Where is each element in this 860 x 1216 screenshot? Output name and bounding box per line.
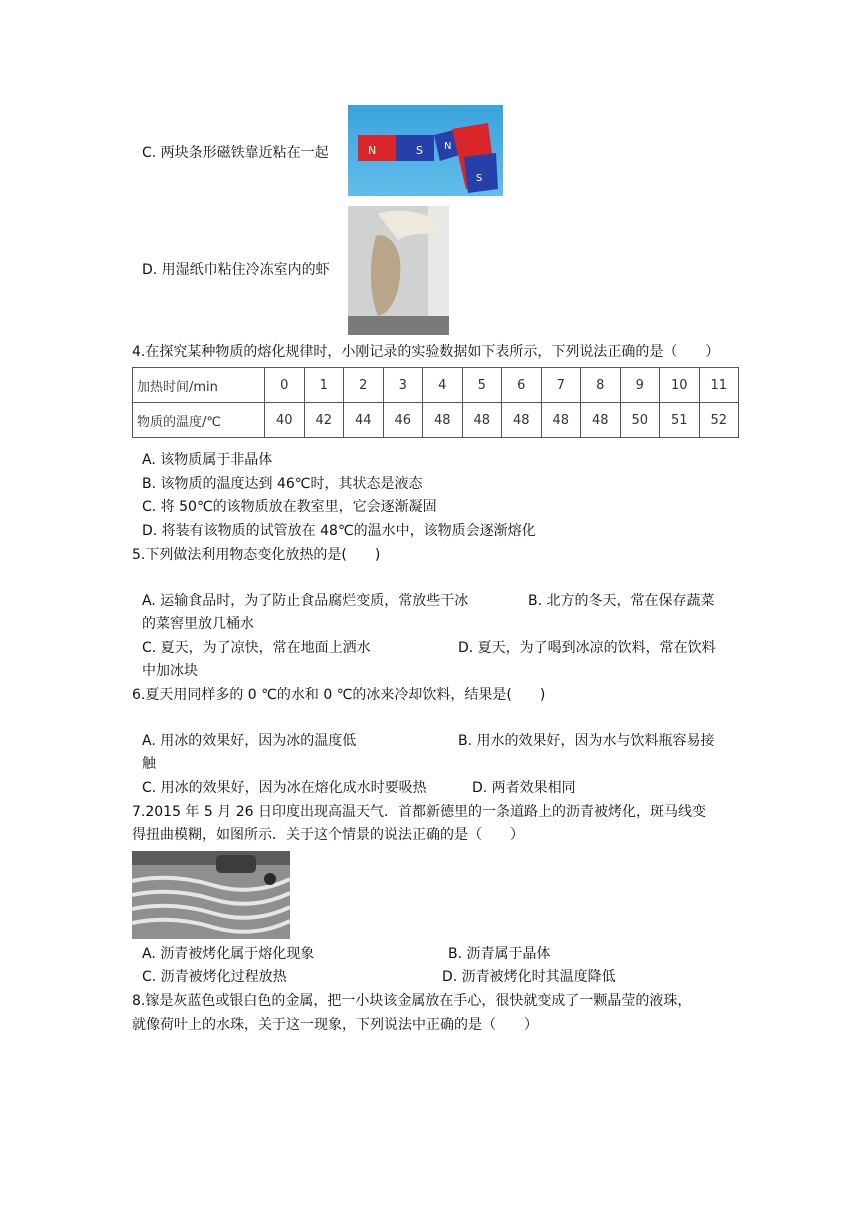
table-cell: 48 xyxy=(502,403,542,438)
melting-data-table xyxy=(132,367,739,438)
table-cell: 4 xyxy=(423,368,463,403)
q5-option-c: C. 夏天，为了凉快，常在地面上洒水 xyxy=(142,640,371,656)
q6-option-b: B. 用水的效果好，因为水与饮料瓶容易接 xyxy=(458,733,715,749)
q7-stem-line-1: 7.2015 年 5 月 26 日印度出现高温天气．首都新德里的一条道路上的沥青被烤化，斑马线变 xyxy=(132,804,706,820)
q6-option-b-cont: 触 xyxy=(142,756,156,772)
table-cell: 40 xyxy=(265,403,305,438)
melted-asphalt-image xyxy=(132,851,290,939)
q3-option-c: C. 两块条形磁铁靠近粘在一起 xyxy=(142,145,329,161)
table-cell: 51 xyxy=(660,403,700,438)
table-cell: 8 xyxy=(581,368,621,403)
table-cell: 46 xyxy=(383,403,423,438)
pole-label-n: N xyxy=(368,144,377,157)
q5-option-b-cont: 的菜窖里放几桶水 xyxy=(142,616,254,632)
q4-option-b: B. 该物质的温度达到 46℃时，其状态是液态 xyxy=(142,476,423,492)
table-cell: 42 xyxy=(304,403,344,438)
table-cell: 2 xyxy=(344,368,384,403)
table-cell: 6 xyxy=(502,368,542,403)
q7-stem-line-2: 得扭曲模糊，如图所示．关于这个情景的说法正确的是（ ） xyxy=(132,827,524,843)
q7-option-c: C. 沥青被烤化过程放热 xyxy=(142,969,287,985)
q8-stem-line-2: 就像荷叶上的水珠，关于这一现象，下列说法中正确的是（ ） xyxy=(132,1017,538,1033)
table-cell: 52 xyxy=(699,403,739,438)
q3-option-d: D. 用湿纸巾粘住冷冻室内的虾 xyxy=(142,262,330,278)
q5-option-b: B. 北方的冬天，常在保存蔬菜 xyxy=(528,593,715,609)
pole-label-s-2: S xyxy=(476,173,483,184)
table-cell: 11 xyxy=(699,368,739,403)
table-header-temperature: 物质的温度/℃ xyxy=(133,403,265,438)
table-cell: 50 xyxy=(620,403,660,438)
q4-option-d: D. 将装有该物质的试管放在 48℃的温水中，该物质会逐渐熔化 xyxy=(142,523,536,539)
q7-option-d: D. 沥青被烤化时其温度降低 xyxy=(442,969,616,985)
table-cell: 5 xyxy=(462,368,502,403)
q6-option-c: C. 用冰的效果好，因为冰在熔化成水时要吸热 xyxy=(142,780,427,796)
table-cell: 48 xyxy=(462,403,502,438)
table-cell: 48 xyxy=(423,403,463,438)
magnets-image xyxy=(348,105,503,196)
pole-label-n-2: N xyxy=(444,141,452,152)
freezer-shrimp-image xyxy=(348,206,449,335)
table-cell: 3 xyxy=(383,368,423,403)
table-cell: 48 xyxy=(541,403,581,438)
table-cell: 48 xyxy=(581,403,621,438)
q7-option-b: B. 沥青属于晶体 xyxy=(448,946,551,962)
q7-option-a: A. 沥青被烤化属于熔化现象 xyxy=(142,946,315,962)
q4-option-c: C. 将 50℃的该物质放在教室里，它会逐渐凝固 xyxy=(142,499,437,515)
q5-option-d-cont: 中加冰块 xyxy=(142,663,198,679)
q5-option-a: A. 运输食品时，为了防止食品腐烂变质，常放些干冰 xyxy=(142,593,469,609)
table-cell: 0 xyxy=(265,368,305,403)
table-header-time: 加热时间/min xyxy=(133,368,265,403)
table-cell: 44 xyxy=(344,403,384,438)
table-cell: 7 xyxy=(541,368,581,403)
q4-stem: 4.在探究某种物质的熔化规律时，小刚记录的实验数据如下表所示，下列说法正确的是（ ） xyxy=(132,344,720,360)
q6-option-a: A. 用冰的效果好，因为冰的温度低 xyxy=(142,733,357,749)
q8-stem-line-1: 8.镓是灰蓝色或银白色的金属，把一小块该金属放在手心，很快就变成了一颗晶莹的液珠， xyxy=(132,993,692,1009)
table-cell: 10 xyxy=(660,368,700,403)
q6-stem: 6.夏天用同样多的 0 ℃的水和 0 ℃的冰来冷却饮料，结果是( ) xyxy=(132,687,546,703)
q5-stem: 5.下列做法利用物态变化放热的是( ) xyxy=(132,547,381,563)
q5-option-d: D. 夏天，为了喝到冰凉的饮料，常在饮料 xyxy=(458,640,716,656)
table-cell: 9 xyxy=(620,368,660,403)
table-cell: 1 xyxy=(304,368,344,403)
pole-label-s: S xyxy=(416,144,423,157)
q4-option-a: A. 该物质属于非晶体 xyxy=(142,452,273,468)
table-row xyxy=(133,368,739,403)
q6-option-d: D. 两者效果相同 xyxy=(472,780,576,796)
table-row xyxy=(133,403,739,438)
